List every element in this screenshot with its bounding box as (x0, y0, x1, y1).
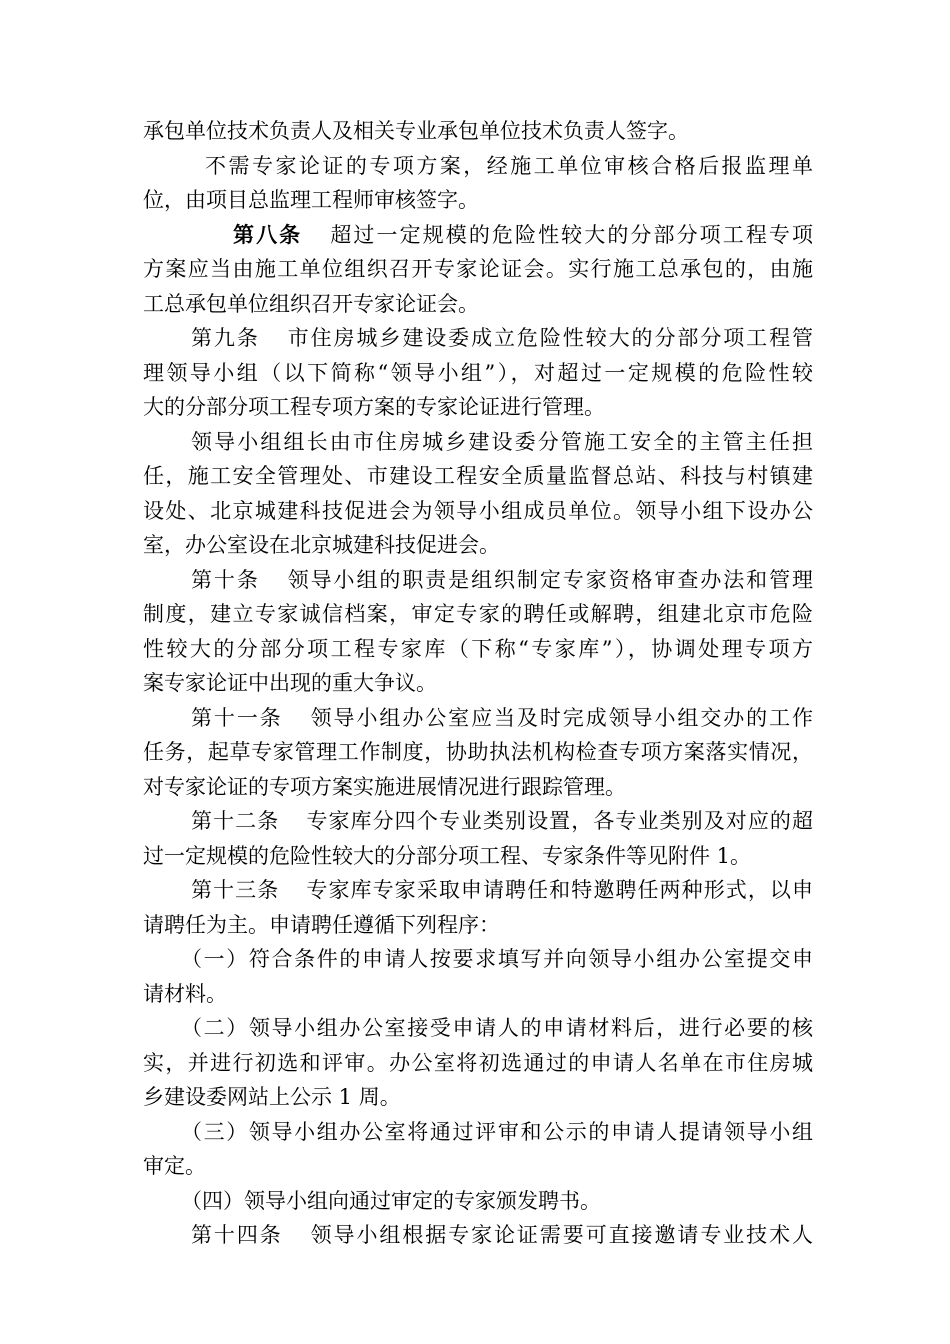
text-line: 不需专家论证的专项方案，经施工单位审核合格后报监理单 (205, 153, 813, 178)
text-line: 乡建设委网站上公示 1 周。 (143, 1085, 401, 1109)
text-line: 方案应当由施工单位组织召开专家论证会。实行施工总承包的，由施 (143, 257, 813, 281)
text-span: 专家库分四个专业类别设置，各专业类别及对应的超 (305, 809, 813, 833)
text-line: 任务，起草专家管理工作制度，协助执法机构检查专项方案落实情况， (143, 740, 813, 764)
text-line: 审定。 (143, 1154, 206, 1178)
text-line: 性较大的分部分项工程专家库（下称“专家库”），协调处理专项方 (143, 636, 813, 661)
text-line: 工总承包单位组织召开专家论证会。 (143, 291, 479, 316)
text-line: （四）领导小组向通过审定的专家颁发聘书。 (181, 1188, 601, 1213)
article-14-title: 第十四条 (191, 1223, 283, 1247)
text-line: 承包单位技术负责人及相关专业承包单位技术负责人签字。 (143, 119, 689, 143)
text-line: （二）领导小组办公室接受申请人的申请材料后，进行必要的核 (181, 1016, 813, 1040)
article-12-line (143, 804, 813, 839)
text-span: 市住房城乡建设委成立危险性较大的分部分项工程管 (285, 326, 813, 350)
text-span: 专家库专家采取申请聘任和特邀聘任两种形式，以申 (305, 878, 813, 902)
text-line: （一）符合条件的申请人按要求填写并向领导小组办公室提交申 (181, 947, 813, 971)
text-line: 设处、北京城建科技促进会为领导小组成员单位。领导小组下设办公 (143, 498, 813, 523)
text-line: 对专家论证的专项方案实施进展情况进行跟踪管理。 (143, 774, 626, 799)
text-line: 位，由项目总监理工程师审核签字。 (143, 188, 479, 212)
article-10-line (143, 563, 813, 598)
text-line: 室，办公室设在北京城建科技促进会。 (143, 533, 500, 557)
article-8-line (143, 218, 813, 253)
text-line: 大的分部分项工程专项方案的专家论证进行管理。 (143, 395, 605, 419)
text-line: （三）领导小组办公室将通过评审和公示的申请人提请领导小组 (181, 1119, 813, 1144)
text-span: 超过一定规模的危险性较大的分部分项工程专项 (328, 222, 813, 247)
text-line: 理领导小组（以下简称“领导小组”），对超过一定规模的危险性较 (143, 360, 813, 385)
article-11-title: 第十一条 (191, 705, 283, 730)
article-10-title: 第十条 (191, 567, 260, 592)
article-9-title: 第九条 (191, 326, 260, 350)
text-line: 请材料。 (143, 981, 227, 1006)
article-14-line (143, 1218, 813, 1253)
text-span: 领导小组的职责是组织制定专家资格审查办法和管理 (285, 567, 813, 592)
article-9-line (143, 321, 813, 356)
text-line: 制度，建立专家诚信档案，审定专家的聘任或解聘，组建北京市危险 (143, 602, 813, 626)
text-line: 任，施工安全管理处、市建设工程安全质量监督总站、科技与村镇建 (143, 464, 813, 488)
text-line: 案专家论证中出现的重大争议。 (143, 671, 437, 695)
article-13-line (143, 873, 813, 908)
text-line: 实，并进行初选和评审。办公室将初选通过的申请人名单在市住房城 (143, 1050, 813, 1075)
article-11-line (143, 701, 813, 736)
article-12-title: 第十二条 (191, 809, 280, 833)
text-line: 请聘任为主。申请聘任遵循下列程序： (143, 912, 500, 937)
text-span: 领导小组根据专家论证需要可直接邀请专业技术人 (308, 1223, 813, 1247)
text-span: 领导小组办公室应当及时完成领导小组交办的工作 (308, 705, 813, 730)
document-body (143, 114, 813, 1253)
article-8-title: 第八条 (233, 221, 303, 247)
article-13-title: 第十三条 (191, 878, 280, 902)
text-line: 过一定规模的危险性较大的分部分项工程、专家条件等见附件 1。 (143, 843, 752, 868)
text-line: 领导小组组长由市住房城乡建设委分管施工安全的主管主任担 (191, 429, 813, 454)
